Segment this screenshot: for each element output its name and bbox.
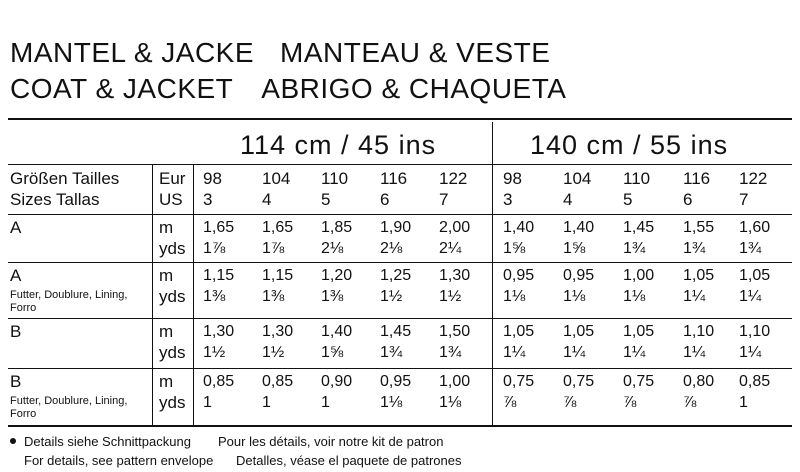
title-manteau-veste: MANTEAU & VESTE bbox=[280, 37, 551, 68]
unit-yards: yds bbox=[159, 343, 186, 362]
view-label: B bbox=[10, 372, 22, 391]
yard-value: 1⅝ bbox=[563, 240, 586, 257]
us-size-5-a: 5 bbox=[321, 190, 331, 209]
bottom-rule bbox=[8, 425, 792, 427]
yard-value: 1⅞ bbox=[203, 240, 226, 257]
yard-value: 2⅛ bbox=[380, 240, 403, 257]
yard-value: 1 bbox=[262, 394, 271, 411]
row-rule-2 bbox=[8, 262, 792, 263]
meter-value: 0,90 bbox=[321, 373, 353, 390]
yard-value: 1¼ bbox=[683, 344, 706, 361]
meter-value: 1,50 bbox=[439, 323, 471, 340]
footer-de: Details siehe Schnittpackung bbox=[24, 434, 191, 449]
eur-size-122-b: 122 bbox=[739, 169, 768, 188]
yard-value: 1⅛ bbox=[439, 394, 462, 411]
us-label: US bbox=[159, 190, 183, 209]
eur-size-116-b: 116 bbox=[683, 169, 711, 188]
unit-yards: yds bbox=[159, 287, 186, 306]
meter-value: 1,05 bbox=[683, 267, 715, 284]
footer-fr: Pour les détails, voir notre kit de patron bbox=[218, 434, 444, 449]
unit-yards: yds bbox=[159, 239, 186, 258]
meter-value: 1,25 bbox=[380, 267, 412, 284]
row-rule-4 bbox=[8, 368, 792, 369]
meter-value: 1,30 bbox=[262, 323, 294, 340]
yard-value: 1¼ bbox=[739, 344, 762, 361]
meter-value: 1,45 bbox=[623, 219, 655, 236]
yard-value: 2⅛ bbox=[321, 240, 344, 257]
meter-value: 1,15 bbox=[203, 267, 235, 284]
yard-value: 1⅛ bbox=[503, 288, 526, 305]
yard-value: 1¾ bbox=[623, 240, 646, 257]
eur-size-98-a: 98 bbox=[203, 169, 222, 188]
yard-value: 1 bbox=[739, 394, 748, 411]
unit-meters: m bbox=[159, 266, 174, 285]
yard-value: ⅞ bbox=[623, 394, 637, 411]
meter-value: 1,05 bbox=[739, 267, 771, 284]
header-rule bbox=[8, 164, 792, 165]
yard-value: 1⅝ bbox=[321, 344, 344, 361]
yard-value: 1⅜ bbox=[262, 288, 285, 305]
yard-value: 1 bbox=[203, 394, 212, 411]
meter-value: 0,75 bbox=[563, 373, 595, 390]
eur-size-110-a: 110 bbox=[321, 169, 349, 188]
title-abrigo-chaqueta: ABRIGO & CHAQUETA bbox=[261, 73, 567, 104]
title-mantel-jacke: MANTEL & JACKE bbox=[10, 37, 255, 68]
yard-value: 1¼ bbox=[683, 288, 706, 305]
eur-size-110-b: 110 bbox=[623, 169, 651, 188]
meter-value: 1,00 bbox=[623, 267, 655, 284]
us-size-6-b: 6 bbox=[683, 190, 693, 209]
meter-value: 1,65 bbox=[262, 219, 294, 236]
meter-value: 1,10 bbox=[683, 323, 715, 340]
row-rule-1 bbox=[8, 214, 792, 215]
eur-size-122-a: 122 bbox=[439, 169, 468, 188]
col-divider-unit bbox=[152, 164, 153, 425]
width-heading-140: 140 cm / 55 ins bbox=[530, 130, 729, 160]
meter-value: 0,95 bbox=[563, 267, 595, 284]
meter-value: 1,15 bbox=[262, 267, 294, 284]
eur-label: Eur bbox=[159, 169, 186, 188]
eur-size-104-a: 104 bbox=[262, 169, 291, 188]
meter-value: 1,40 bbox=[563, 219, 595, 236]
meter-value: 1,45 bbox=[380, 323, 412, 340]
us-size-7-b: 7 bbox=[739, 190, 749, 209]
meter-value: 0,95 bbox=[380, 373, 412, 390]
top-rule bbox=[8, 118, 792, 120]
meter-value: 1,20 bbox=[321, 267, 353, 284]
sizes-label-de-fr: Größen Tailles bbox=[10, 169, 120, 188]
view-sub-label: Futter, Doublure, Lining, Forro bbox=[10, 289, 128, 314]
yard-value: 1⅛ bbox=[380, 394, 403, 411]
yard-value: 2¼ bbox=[439, 240, 462, 257]
bullet-icon bbox=[10, 438, 16, 444]
meter-value: 1,30 bbox=[203, 323, 235, 340]
meter-value: 1,90 bbox=[380, 219, 412, 236]
col-divider-width bbox=[492, 122, 493, 425]
meter-value: 1,30 bbox=[439, 267, 471, 284]
meter-value: 1,65 bbox=[203, 219, 235, 236]
yard-value: ⅞ bbox=[683, 394, 697, 411]
meter-value: 0,75 bbox=[503, 373, 535, 390]
meter-value: 1,55 bbox=[683, 219, 715, 236]
meter-value: 1,05 bbox=[563, 323, 595, 340]
yard-value: 1¾ bbox=[439, 344, 462, 361]
meter-value: 1,60 bbox=[739, 219, 771, 236]
yard-value: 1¼ bbox=[739, 288, 762, 305]
title-line-german-french bbox=[10, 38, 550, 68]
meter-value: 1,00 bbox=[439, 373, 471, 390]
footer-en: For details, see pattern envelope bbox=[24, 453, 214, 468]
meter-value: 1,10 bbox=[739, 323, 771, 340]
view-label: B bbox=[10, 322, 22, 341]
yard-value: 1¾ bbox=[739, 240, 762, 257]
yard-value: 1¾ bbox=[380, 344, 403, 361]
yard-value: 1⅛ bbox=[623, 288, 646, 305]
yard-value: 1½ bbox=[380, 288, 403, 305]
yard-value: 1½ bbox=[262, 344, 285, 361]
yard-value: 1⅜ bbox=[203, 288, 226, 305]
us-size-7-a: 7 bbox=[439, 190, 449, 209]
eur-size-98-b: 98 bbox=[503, 169, 522, 188]
yard-value: ⅞ bbox=[503, 394, 517, 411]
us-size-4-b: 4 bbox=[563, 190, 573, 209]
meter-value: 0,85 bbox=[262, 373, 294, 390]
row-rule-3 bbox=[8, 318, 792, 319]
meter-value: 1,40 bbox=[321, 323, 353, 340]
us-size-6-a: 6 bbox=[380, 190, 390, 209]
us-size-3-a: 3 bbox=[203, 190, 213, 209]
yard-value: 1¼ bbox=[563, 344, 586, 361]
us-size-4-a: 4 bbox=[262, 190, 272, 209]
us-size-3-b: 3 bbox=[503, 190, 513, 209]
meter-value: 0,85 bbox=[739, 373, 771, 390]
yard-value: 1⅝ bbox=[503, 240, 526, 257]
sizes-label-en-es: Sizes Tallas bbox=[10, 190, 100, 209]
yard-value: 1 bbox=[321, 394, 330, 411]
meter-value: 2,00 bbox=[439, 219, 471, 236]
meter-value: 1,40 bbox=[503, 219, 535, 236]
yard-value: 1⅛ bbox=[563, 288, 586, 305]
width-heading-114: 114 cm / 45 ins bbox=[240, 130, 437, 160]
view-sub-label: Futter, Doublure, Lining, Forro bbox=[10, 395, 128, 420]
yard-value: ⅞ bbox=[563, 394, 577, 411]
meter-value: 1,05 bbox=[623, 323, 655, 340]
title-line-english-spanish bbox=[10, 74, 566, 104]
yard-value: 1¾ bbox=[683, 240, 706, 257]
yard-value: 1⅜ bbox=[321, 288, 344, 305]
yard-value: 1⅞ bbox=[262, 240, 285, 257]
yard-value: 1¼ bbox=[623, 344, 646, 361]
meter-value: 0,75 bbox=[623, 373, 655, 390]
title-coat-jacket: COAT & JACKET bbox=[10, 73, 234, 104]
view-label: A bbox=[10, 266, 22, 285]
unit-meters: m bbox=[159, 372, 174, 391]
unit-yards: yds bbox=[159, 393, 186, 412]
col-divider-values bbox=[193, 164, 194, 425]
us-size-5-b: 5 bbox=[623, 190, 633, 209]
meter-value: 0,95 bbox=[503, 267, 535, 284]
yard-value: 1½ bbox=[439, 288, 462, 305]
footer-es: Detalles, véase el paquete de patrones bbox=[236, 453, 462, 468]
yard-value: 1½ bbox=[203, 344, 226, 361]
eur-size-104-b: 104 bbox=[563, 169, 592, 188]
view-label: A bbox=[10, 218, 22, 237]
unit-meters: m bbox=[159, 322, 174, 341]
meter-value: 0,80 bbox=[683, 373, 715, 390]
meter-value: 1,85 bbox=[321, 219, 353, 236]
yard-value: 1¼ bbox=[503, 344, 526, 361]
meter-value: 1,05 bbox=[503, 323, 535, 340]
eur-size-116-a: 116 bbox=[380, 169, 408, 188]
meter-value: 0,85 bbox=[203, 373, 235, 390]
unit-meters: m bbox=[159, 218, 174, 237]
